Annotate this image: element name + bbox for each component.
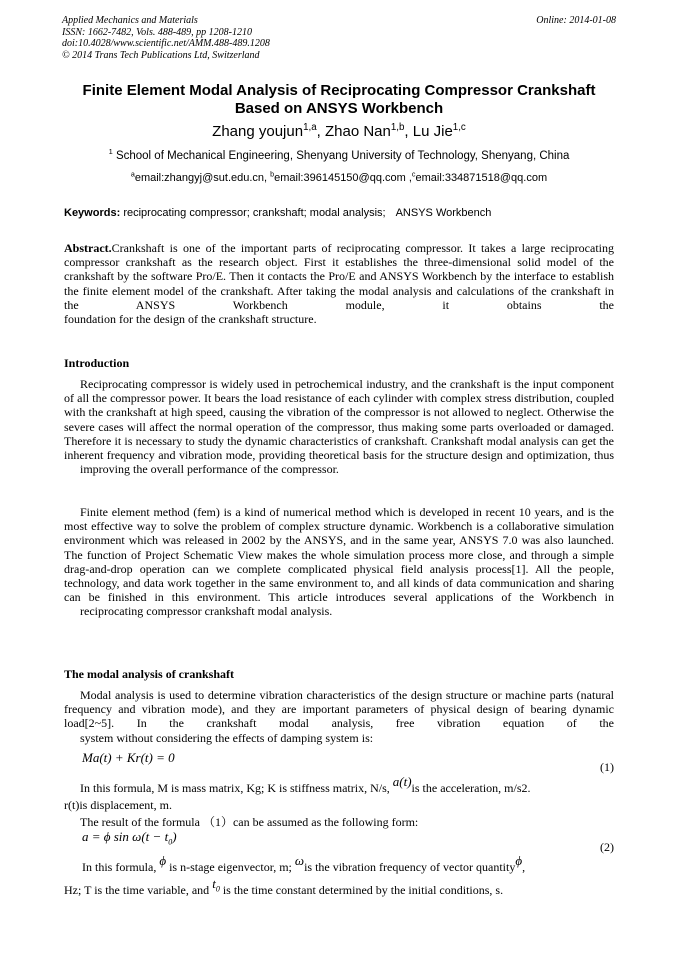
author-affil-mark: 1,a	[303, 122, 317, 133]
text-line: of bearing dynamic load[2~5]. In the crankshaft modal analysis, free vibration equation of the	[64, 702, 614, 731]
text-line: is n-stage eigenvector, m;	[169, 860, 292, 874]
text-line: reciprocating compressor crankshaft modal analysis.	[80, 604, 333, 619]
abstract	[64, 241, 614, 326]
online-date: Online: 2014-01-08	[536, 15, 616, 26]
text-line: Modal analysis is used to determine vibration characteristics of the design structure or machine	[80, 688, 546, 702]
author-name: Lu Jie	[412, 123, 453, 140]
text-line: together in the same environment to, and all kinds of data communication and sharing can be	[64, 576, 615, 605]
text-line: reciprocating compressor crankshaft as the research object. First it establishes the three-dimensional	[64, 241, 614, 270]
paragraph-text	[64, 505, 614, 619]
text-line: same year, ANSYS 7.0 was also launched. The function of Project Schematic View makes the	[64, 533, 615, 562]
author-name: Zhang youjun	[212, 123, 304, 140]
text-line: parts (natural frequency and vibration mode), and they are important parameters of physical design	[64, 688, 614, 717]
author-list: Zhang youjun$^{1,a}$, Zhao Nan$^{1,b}$, Lu Jie$^{1,c}$	[212, 122, 466, 140]
t0-symbol	[212, 876, 220, 894]
text-line: years, and is the most effective way to solve the problem of complex structure dynamic. Workbench	[64, 505, 615, 534]
title-line-2: Based on ANSYS Workbench	[234, 100, 444, 117]
text-line: Workbench by the interface to establish the finite element model of the crankshaft. After taking the	[64, 269, 614, 298]
text-line: Hz; T is the time variable, and	[64, 883, 210, 897]
email-list: $^a$email:zhangyj@sut.edu.cn, $^b$email:396145150@qq.com ,$^c$email:334871518@qq.com	[130, 170, 548, 184]
email-address: email:334871518@qq.com	[415, 172, 548, 184]
doi-line: doi:10.4028/www.scientific.net/AMM.488-489.1208	[62, 38, 270, 49]
keywords-text: reciprocating compressor; crankshaft; modal analysis;	[123, 207, 386, 219]
abstract-label: Abstract.	[64, 241, 112, 255]
affiliation-text: School of Mechanical Engineering, Shenyang University of Technology, Shenyang, China	[115, 150, 570, 162]
phi-symbol: ϕ	[159, 853, 167, 868]
affiliation-mark: 1	[108, 147, 113, 157]
text-line: is the time constant determined by the initial conditions, s.	[222, 883, 504, 897]
modal-analysis-heading: The modal analysis of crankshaft	[64, 667, 235, 681]
text-line: system without considering the effects of damping system is:	[80, 730, 374, 745]
text-line: the compressor, thus making some parts overloaded or damaged. Therefore it is necessary to study	[64, 419, 615, 448]
text-line: is the acceleration, m/s2.	[411, 781, 531, 795]
journal-name: Applied Mechanics and Materials	[62, 15, 198, 26]
formula-explanation-5	[64, 876, 504, 903]
equation-1-number: (1)	[600, 760, 614, 774]
phi-symbol: ϕ	[515, 853, 523, 868]
text-line: input component of all the compressor power. It bears the load resistance of each cylinder with	[64, 377, 614, 406]
t-symbol: t	[212, 876, 216, 891]
keywords	[64, 205, 491, 221]
equation-2	[82, 829, 177, 847]
introduction-paragraph-2	[64, 505, 614, 619]
introduction-paragraph-1	[64, 377, 614, 476]
text-line: In this formula, M is mass matrix, Kg; K is stiffness matrix, N/s,	[80, 781, 390, 795]
email-address: email:396145150@qq.com	[274, 172, 406, 184]
author-name: Zhao Nan	[324, 123, 391, 140]
text-line: compressor is not allowed to neglect. Otherwise the severe cases will affect the normal operation of	[64, 405, 614, 434]
formula-explanation-3: The result of the formula （1）can be assumed as the following form:	[80, 815, 419, 829]
symbol-a-of-t: a(t)	[392, 774, 412, 789]
keywords-extra: ANSYS Workbench	[395, 207, 492, 219]
equation-2-close: )	[172, 829, 177, 844]
email-mark: c	[411, 170, 416, 179]
abstract-body	[64, 241, 614, 326]
formula-explanation-2: r(t)is displacement, m.	[64, 798, 172, 812]
author-affil-mark: 1,c	[452, 122, 466, 133]
author-affil-mark: 1,b	[390, 122, 405, 133]
paragraph-text	[64, 377, 614, 476]
email-mark: a	[130, 170, 135, 179]
text-line: Reciprocating compressor is widely used in petrochemical industry, and the crankshaft is the	[80, 377, 530, 391]
text-line: In this formula,	[82, 860, 157, 874]
paragraph-text	[64, 688, 614, 745]
text-line: solid model of the crankshaft by the software Pro/E. Then it contacts the Pro/E and ANSYS	[64, 255, 615, 284]
text-line: complete complicated physical field analysis process[1]. All the people, technology, and data work	[64, 561, 615, 591]
modal-paragraph-1	[64, 688, 614, 745]
omega-symbol: ω	[294, 853, 305, 868]
text-line: the dynamic characteristics of crankshaft. Crankshaft modal analysis can get the inherent frequency	[64, 433, 615, 463]
equation-2-subscript: 0	[168, 837, 173, 847]
text-line: finished in this environment. This article introduces several applications of the Workbench in	[107, 590, 615, 605]
equation-2-number: (2)	[600, 840, 614, 854]
journal-header	[62, 15, 270, 61]
copyright-line: © 2014 Trans Tech Publications Ltd, Switzerland	[62, 49, 260, 61]
keywords-label: Keywords:	[64, 207, 121, 219]
email-address: email:zhangyj@sut.edu.cn	[134, 172, 265, 184]
equation-1: Ma(t) + Kr(t) = 0	[82, 750, 175, 765]
text-line: is a collaborative simulation environment which was released in 2002 by the ANSYS, and in the	[64, 519, 615, 548]
paper-title	[40, 82, 638, 118]
text-line: and vibration mode, providing theoretical basis for the structure design and optimization, thus	[158, 448, 615, 463]
issn-line: ISSN: 1662-7482, Vols. 488-489, pp 1208-1210	[62, 26, 252, 38]
equation-2-body: a = ϕ sin ω(t − t	[82, 829, 169, 844]
text-line: complex stress distribution, coupled with the crankshaft at high speed, causing the vibration of the	[64, 391, 615, 420]
text-line: modal analysis and calculations of the crankshaft in the ANSYS Workbench module, it obtains the	[64, 283, 614, 312]
text-line: is the vibration frequency of vector quantity	[304, 860, 516, 874]
affiliation	[40, 148, 638, 164]
text-line: Crankshaft is one of the important parts of reciprocating compressor. It takes a large	[111, 241, 546, 255]
formula-explanation-4	[82, 853, 526, 874]
title-line-1: Finite Element Modal Analysis of Reciprocating Compressor Crankshaft	[82, 82, 596, 99]
text-line: whole simulation process more close, and through a simple drag-and-drop operation can we	[64, 547, 614, 576]
email-mark: b	[270, 170, 275, 179]
t0-subscript: 0	[215, 884, 220, 894]
text-line: Finite element method (fem) is a kind of numerical method which is developed in recent 10	[80, 505, 531, 519]
text-line: ,	[522, 860, 526, 874]
text-line: foundation for the design of the crankshaft structure.	[64, 312, 317, 327]
formula-explanation-1	[80, 774, 531, 795]
text-line: improving the overall performance of the compressor.	[80, 462, 339, 477]
introduction-heading: Introduction	[64, 356, 130, 370]
